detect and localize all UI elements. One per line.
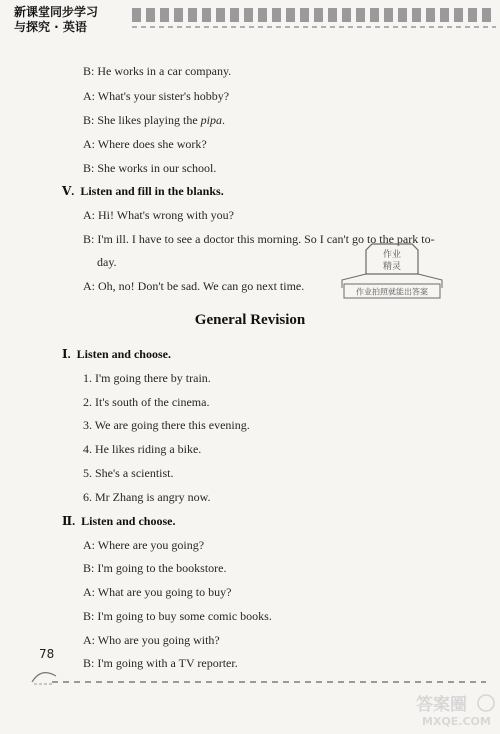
watermark-line2: MXQE.COM bbox=[422, 715, 491, 728]
watermark-line1: 答案圈 bbox=[416, 695, 467, 715]
header-dashed-line bbox=[132, 26, 496, 28]
series-title-line2: 与探究 · 英语 bbox=[14, 20, 87, 34]
dialogue-tail: . bbox=[222, 113, 225, 127]
list-item: 4. He likes riding a bike. bbox=[83, 442, 202, 456]
section-number: Ⅴ. bbox=[62, 184, 75, 198]
series-title bbox=[14, 5, 98, 35]
dialogue-line: A: Oh, no! Don't be sad. We can go next time. bbox=[83, 279, 305, 293]
list-item: 5. She's a scientist. bbox=[83, 466, 174, 480]
pipa-word: pipa bbox=[200, 113, 222, 127]
section-heading-5 bbox=[62, 184, 224, 199]
page-number: 78 bbox=[39, 647, 55, 661]
dialogue-line: B: I'm going to buy some comic books. bbox=[83, 609, 272, 623]
section-number: Ⅱ. bbox=[62, 514, 76, 528]
page-header bbox=[0, 0, 500, 44]
stamp-line2: 精灵 bbox=[382, 262, 402, 272]
section-title: Listen and choose. bbox=[76, 347, 171, 361]
section-title: Listen and choose. bbox=[81, 514, 176, 528]
section-number: Ⅰ. bbox=[62, 347, 71, 361]
section-title: Listen and fill in the blanks. bbox=[80, 184, 224, 198]
list-item: 3. We are going there this evening. bbox=[83, 418, 250, 432]
dialogue-line: A: Where are you going? bbox=[83, 538, 205, 552]
list-item: 2. It's south of the cinema. bbox=[83, 395, 210, 409]
list-item: 1. I'm going there by train. bbox=[83, 371, 211, 385]
section-heading-1 bbox=[62, 347, 171, 362]
dialogue-line: B: I'm going with a TV reporter. bbox=[83, 656, 238, 670]
stamp-line3: 作业拍照就能出答案 bbox=[356, 287, 428, 297]
homework-stamp-icon bbox=[338, 240, 446, 302]
dialogue-line: A: Who are you going with? bbox=[83, 633, 220, 647]
dialogue-line: B: I'm going to the bookstore. bbox=[83, 561, 227, 575]
dialogue-line: A: What are you going to buy? bbox=[83, 585, 232, 599]
general-revision-title: General Revision bbox=[194, 312, 306, 328]
list-item: 6. Mr Zhang is angry now. bbox=[83, 490, 211, 504]
dialogue-line: B: I'm ill. I have to see a doctor this morning. So I can't go to the park to- bbox=[83, 232, 435, 246]
dialogue-text: B: She likes playing the bbox=[83, 113, 201, 127]
dialogue-line: A: Where does she work? bbox=[83, 137, 207, 151]
footer-dashed-line bbox=[52, 681, 486, 683]
section-heading-2 bbox=[62, 514, 175, 529]
stamp-line1: 作业 bbox=[382, 250, 402, 260]
dialogue-line bbox=[83, 113, 225, 128]
series-title-line1: 新课堂同步学习 bbox=[14, 5, 99, 19]
dialogue-line: day. bbox=[97, 255, 117, 269]
dialogue-line: B: He works in a car company. bbox=[83, 64, 232, 78]
watermark-logo-icon bbox=[412, 690, 500, 729]
header-decorative-bar bbox=[132, 8, 496, 22]
dialogue-line: A: What's your sister's hobby? bbox=[83, 89, 230, 103]
page-corner-decoration bbox=[30, 662, 60, 691]
dialogue-line: B: She works in our school. bbox=[83, 161, 217, 175]
dialogue-line: A: Hi! What's wrong with you? bbox=[83, 208, 234, 222]
